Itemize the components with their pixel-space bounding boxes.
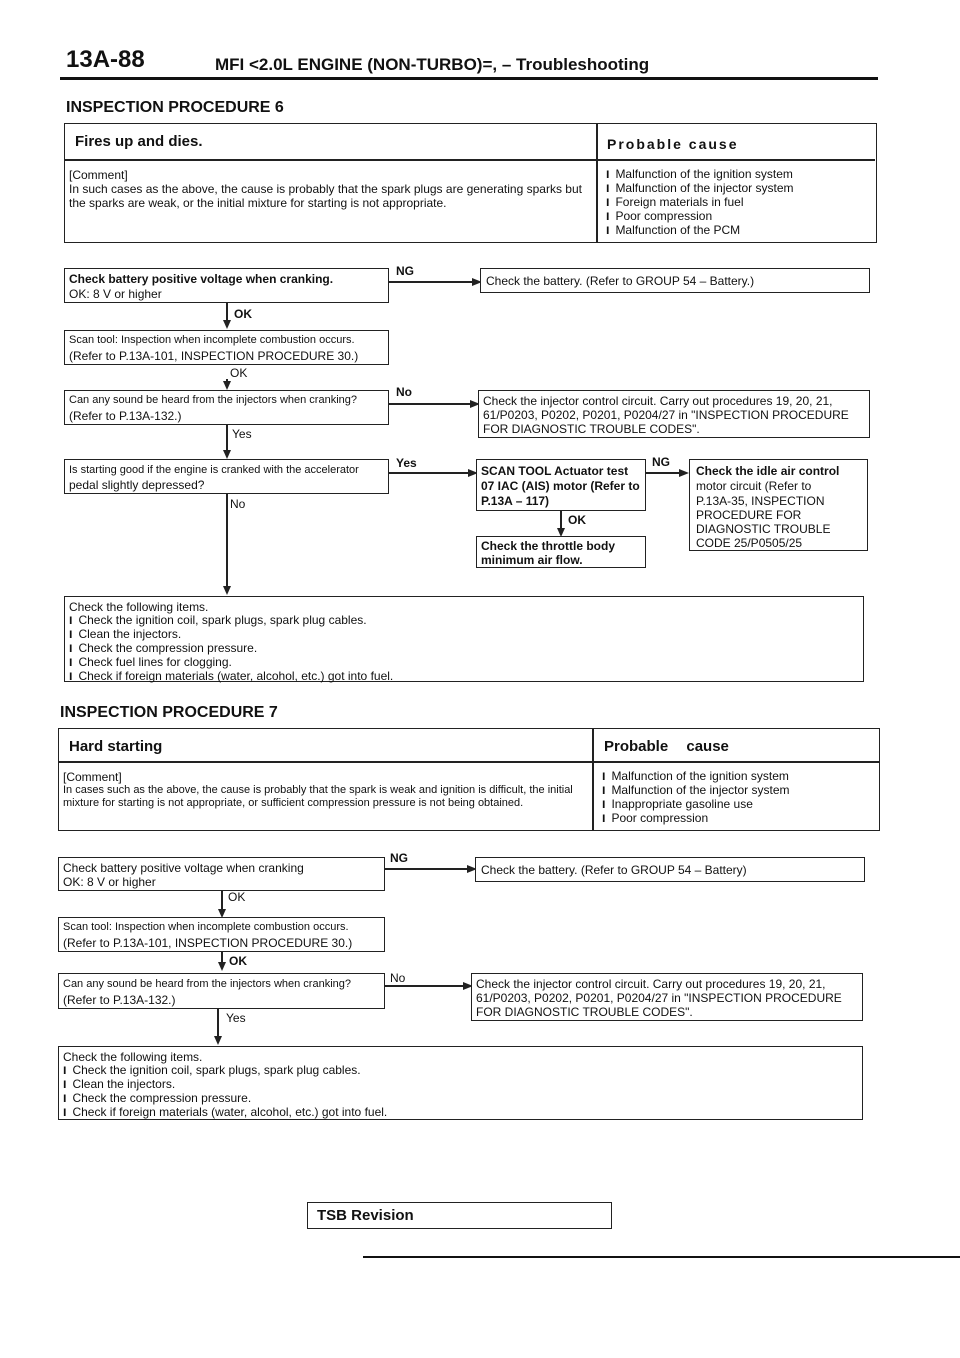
p6-scan-tool-box [64,330,389,365]
p7-scan-tool-line2: (Refer to P.13A-101, INSPECTION PROCEDURE 30.) [63,936,353,950]
p6-accelerator-box [64,459,389,494]
p6-battery-check-spec: OK: 8 V or higher [69,287,162,301]
p7-battery-check-question: Check battery positive voltage when cranking [63,861,304,875]
p6-symptom-table [64,123,877,243]
p7-final-item: l Check the compression pressure. [63,1092,387,1106]
p7-cause: l Poor compression [602,812,790,826]
p6-no4-label: No [230,497,246,511]
p6-injector-circuit-line2: 61/P0203, P0202, P0201, P0204/27 in "INSPECTION PROCEDURE [483,408,849,422]
page-number: 13A-88 [66,46,145,73]
p6-accelerator-sub: pedal slightly depressed? [69,478,205,492]
p7-injector-sound-question: Can any sound be heard from the injectors when cranking? [63,978,352,990]
p6-throttle-box [476,536,646,568]
p6-injector-circuit-box [478,390,870,438]
p6-final-item: l Check fuel lines for clogging. [69,656,393,670]
arrow-down-icon [223,450,231,459]
p6-table-divider [65,159,875,161]
p6-idle-air-line5: DIAGNOSTIC TROUBLE [696,522,831,536]
p7-battery-check-box [58,857,385,891]
p6-comment: In such cases as the above, the cause is probably that the spark plugs are generating sparks but the sparks are weak, or the initial mixture for starting is not appropriate. [69,182,582,210]
p7-final-check-box [58,1046,863,1120]
p6-idle-air-line3: P.13A-35, INSPECTION [696,494,825,508]
p7-flow-line [217,1009,219,1039]
p7-scan-tool-line1: Scan tool: Inspection when incomplete combustion occurs. [63,921,349,933]
p7-battery-result-text: Check the battery. (Refer to GROUP 54 – Battery) [481,863,747,877]
p6-probable-cause-label: Probable cause [607,136,739,152]
header-rule [60,77,878,80]
p6-ok4-label: OK [568,513,586,527]
p6-scan-tool-line2: (Refer to P.13A-101, INSPECTION PROCEDURE 30.) [69,349,359,363]
p6-yes4-label: Yes [396,456,417,470]
p7-comment: In cases such as the above, the cause is probably that the spark is weak and ignition is difficult, the initial mixture for starting is not appropriate, or sufficient compression pressure is not being obtained. [63,784,573,809]
p7-battery-result-box [475,857,865,882]
p7-cause: l Inappropriate gasoline use [602,798,790,812]
p7-probable-cause-label: Probable cause [604,738,729,755]
p6-ng-line [389,281,477,283]
p6-no-line [389,403,475,405]
p6-flow-line [226,494,228,588]
p6-cause: l Poor compression [606,210,794,224]
p6-idle-air-line2: motor circuit (Refer to [696,479,812,493]
p7-symptom-table [58,728,880,831]
p6-actuator-test-line2: 07 IAC (AIS) motor (Refer to [481,479,640,493]
p6-comment-label: [Comment] [69,168,128,182]
p6-cause: l Foreign materials in fuel [606,196,794,210]
tsb-revision-label: TSB Revision [317,1207,414,1224]
p7-battery-check-spec: OK: 8 V or higher [63,875,156,889]
p6-injector-sound-box [64,390,389,425]
p6-ng4-line [646,472,682,474]
p6-section-title: INSPECTION PROCEDURE 6 [66,99,284,116]
p6-throttle-line1: Check the throttle body [481,539,616,553]
p6-actuator-test-line1: SCAN TOOL Actuator test [481,464,629,478]
p7-final-list [63,1064,387,1120]
p6-flow-line [226,425,228,452]
p7-section-title: INSPECTION PROCEDURE 7 [60,704,278,721]
p6-battery-check-question: Check battery positive voltage when cranking. [69,272,334,286]
p7-cause-list [602,770,790,826]
p6-table-vdivider [596,124,598,242]
p6-accelerator-question: Is starting good if the engine is cranked with the accelerator [69,464,359,476]
p6-injector-circuit-line1: Check the injector control circuit. Carry out procedures 19, 20, 21, [483,394,833,408]
p6-final-item: l Check the compression pressure. [69,642,393,656]
p7-ok-label: OK [228,890,246,904]
p6-injector-sound-question: Can any sound be heard from the injectors when cranking? [69,394,358,406]
p6-final-item: l Clean the injectors. [69,628,393,642]
arrow-down-icon [223,381,231,390]
p6-idle-air-line6: CODE 25/P0505/25 [696,536,803,550]
p7-injector-circuit-box [471,973,863,1021]
p7-final-item: l Check the ignition coil, spark plugs, spark plug cables. [63,1064,387,1078]
p6-scan-tool-line1: Scan tool: Inspection when incomplete combustion occurs. [69,334,355,346]
p7-final-item: l Check if foreign materials (water, alcohol, etc.) got into fuel. [63,1106,387,1120]
p7-comment-label: [Comment] [63,770,122,784]
p6-injector-sound-ref: (Refer to P.13A-132.) [69,409,182,423]
p6-symptom: Fires up and dies. [75,133,203,150]
arrow-down-icon [218,962,226,971]
p6-cause: l Malfunction of the ignition system [606,168,794,182]
p7-cause: l Malfunction of the ignition system [602,770,790,784]
p6-ok2-label: OK [230,366,248,380]
p6-throttle-line2: minimum air flow. [481,553,583,567]
p6-ng-label: NG [396,264,414,278]
p6-idle-air-box [689,459,868,551]
p7-ok2-label: OK [229,954,247,968]
p6-cause: l Malfunction of the injector system [606,182,794,196]
p6-cause-list [606,168,794,238]
p6-battery-check-box [64,268,389,303]
page-title: MFI <2.0L ENGINE (NON-TURBO)=, – Troubleshooting [215,55,650,74]
p6-final-item: l Check if foreign materials (water, alcohol, etc.) got into fuel. [69,670,393,684]
arrow-right-icon [679,469,689,477]
p7-table-divider [59,761,879,763]
p7-injector-sound-ref: (Refer to P.13A-132.) [63,993,176,1007]
tsb-revision-box [307,1202,612,1229]
arrow-down-icon [223,586,231,595]
p7-injector-circuit-line3: FOR DIAGNOSTIC TROUBLE CODES". [476,1005,693,1019]
p7-ng-label: NG [390,851,408,865]
p7-injector-sound-box [58,973,385,1009]
p6-ng4-label: NG [652,455,670,469]
p6-cause: l Malfunction of the PCM [606,224,794,238]
p6-no-label: No [396,385,412,399]
p6-yes-label: Yes [232,427,252,441]
p7-scan-tool-box [58,917,385,952]
p6-ok-label: OK [234,307,252,321]
p6-final-check-box [64,596,864,682]
p6-final-item: l Check the ignition coil, spark plugs, spark plug cables. [69,614,393,628]
p6-final-list [69,614,393,684]
p7-injector-circuit-line2: 61/P0203, P0202, P0201, P0204/27 in "INSPECTION PROCEDURE [476,991,842,1005]
p7-ng-line [385,868,472,870]
arrow-down-icon [223,320,231,329]
p7-yes-label: Yes [226,1011,246,1025]
p7-final-title: Check the following items. [63,1050,203,1064]
p7-final-item: l Clean the injectors. [63,1078,387,1092]
p6-yes4-line [389,472,473,474]
arrow-down-icon [214,1036,222,1045]
p7-injector-circuit-line1: Check the injector control circuit. Carry out procedures 19, 20, 21, [476,977,826,991]
p6-idle-air-line4: PROCEDURE FOR [696,508,802,522]
p7-no-line [385,985,468,987]
p7-no-label: No [390,971,406,985]
p6-battery-result-box [480,268,870,293]
p6-injector-circuit-line3: FOR DIAGNOSTIC TROUBLE CODES". [483,422,700,436]
p7-table-vdivider [592,729,594,830]
p6-battery-result-text: Check the battery. (Refer to GROUP 54 – Battery.) [486,274,755,288]
p6-actuator-test-line3: P.13A – 117) [481,494,550,508]
footer-rule [363,1256,960,1258]
p7-symptom: Hard starting [69,738,163,755]
p6-idle-air-line1: Check the idle air control [696,464,840,478]
p7-cause: l Malfunction of the injector system [602,784,790,798]
p6-actuator-test-box [476,459,646,511]
p6-final-title: Check the following items. [69,600,209,614]
